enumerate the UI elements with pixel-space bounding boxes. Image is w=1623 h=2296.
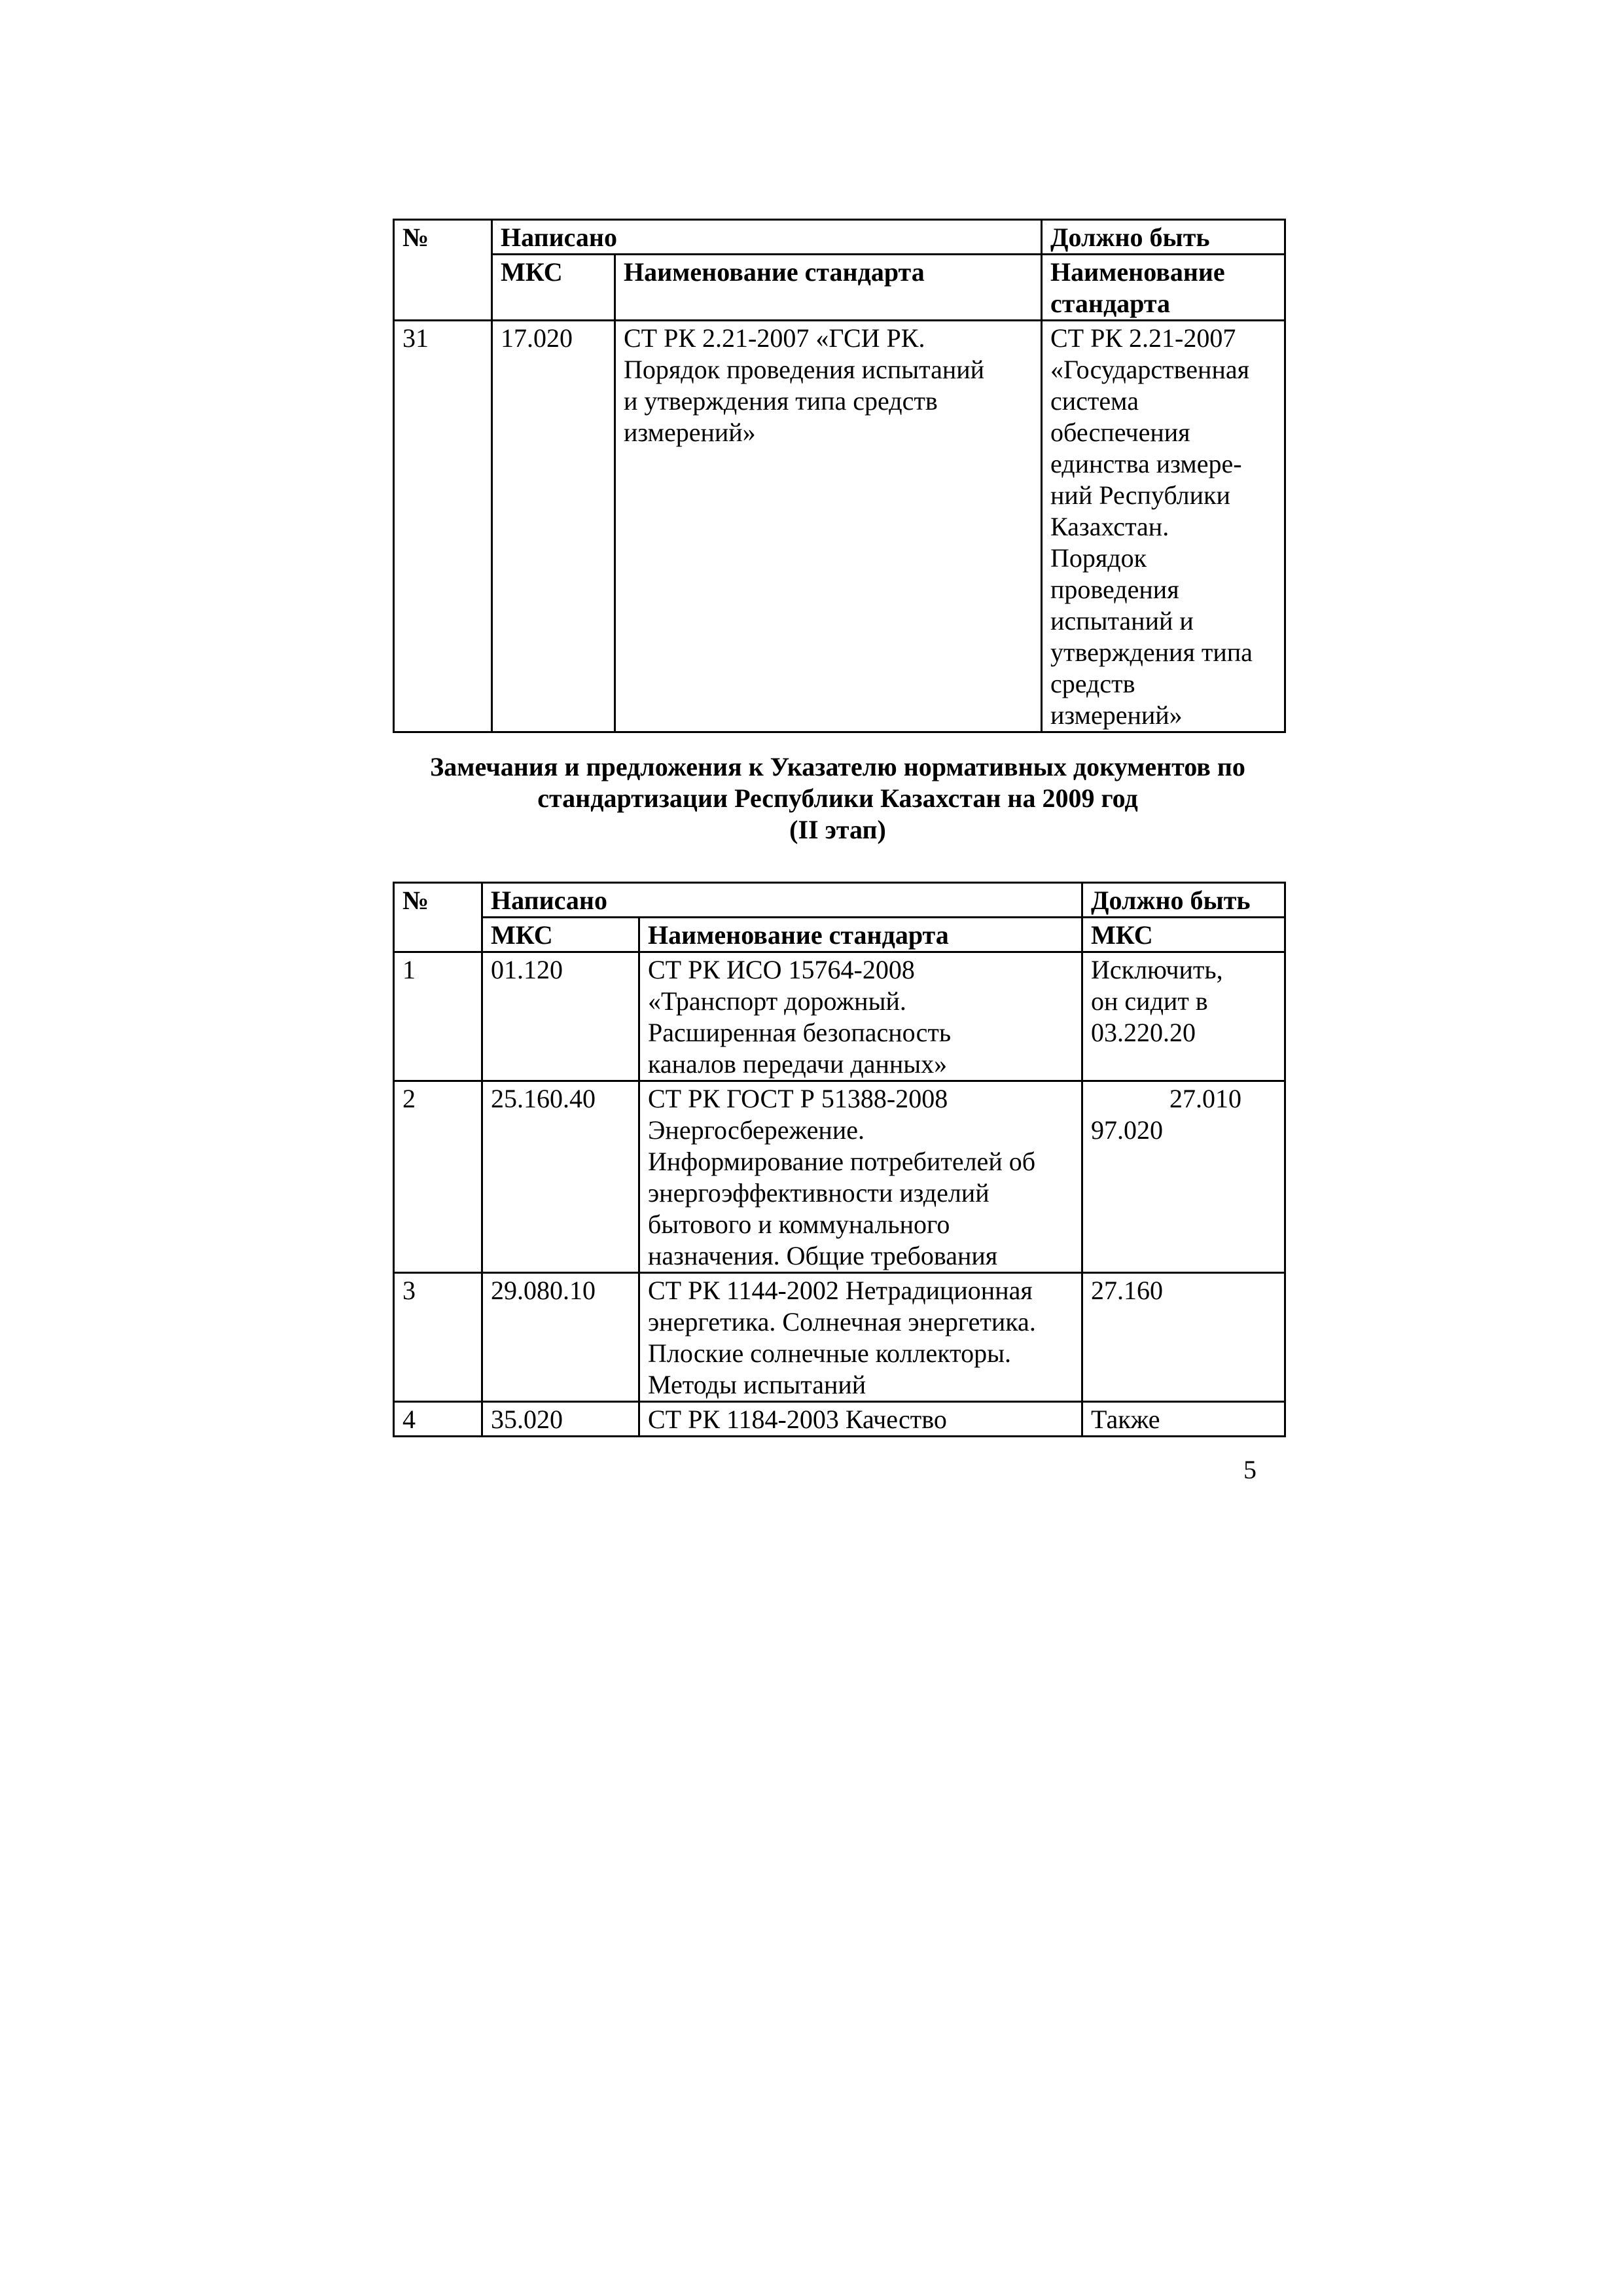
col-header-no: № (394, 220, 492, 321)
cell-name: СТ РК ИСО 15764-2008 «Транспорт дорожный. Расширенная безопасность каналов передачи данных» (639, 952, 1082, 1081)
table-row (394, 1081, 1285, 1273)
page-number: 5 (1243, 1455, 1257, 1484)
cell-should-be: 27.160 (1082, 1273, 1285, 1402)
cell-mks: 25.160.40 (482, 1081, 639, 1273)
col-header-no: № (394, 883, 482, 952)
cell-mks: 17.020 (492, 321, 615, 732)
col-header-name: Наименование стандарта (639, 918, 1082, 952)
table-header-row (394, 220, 1285, 255)
cell-no: 3 (394, 1273, 482, 1402)
cell-no: 2 (394, 1081, 482, 1273)
table-header-row (394, 883, 1285, 918)
cell-should-be: Также (1082, 1402, 1285, 1437)
col-header-should-be: Должно быть (1042, 220, 1285, 255)
col-header-should-be: Должно быть (1082, 883, 1285, 918)
cell-should-be: СТ РК 2.21-2007 «Государственная система обеспечения единства измере- ний Республики Казахстан. Порядок проведения испытаний и утверждения типа средств измерений» (1042, 321, 1285, 732)
cell-name: СТ РК 1184-2003 Качество (639, 1402, 1082, 1437)
cell-should-be: Исключить, он сидит в 03.220.20 (1082, 952, 1285, 1081)
cell-name: СТ РК 2.21-2007 «ГСИ РК. Порядок проведения испытаний и утверждения типа средств измерений» (615, 321, 1042, 732)
cell-name: СТ РК 1144-2002 Нетрадиционная энергетика. Солнечная энергетика. Плоские солнечные коллекторы. Методы испытаний (639, 1273, 1082, 1402)
col-header-should-name: Наименование стандарта (1042, 255, 1285, 321)
corrections-table-2 (393, 882, 1286, 1437)
cell-mks: 29.080.10 (482, 1273, 639, 1402)
cell-no: 31 (394, 321, 492, 732)
cell-mks: 01.120 (482, 952, 639, 1081)
table-row (394, 952, 1285, 1081)
cell-should-be: 27.010 97.020 (1082, 1081, 1285, 1273)
col-header-mks: МКС (482, 918, 639, 952)
cell-no: 4 (394, 1402, 482, 1437)
table-row (394, 1273, 1285, 1402)
cell-mks: 35.020 (482, 1402, 639, 1437)
col-header-written: Написано (492, 220, 1042, 255)
cell-no: 1 (394, 952, 482, 1081)
table-row (394, 321, 1285, 732)
table-subheader-row (394, 255, 1285, 321)
col-header-mks: МКС (492, 255, 615, 321)
col-header-name: Наименование стандарта (615, 255, 1042, 321)
table-row (394, 1402, 1285, 1437)
table-subheader-row (394, 918, 1285, 952)
col-header-should-mks: МКС (1082, 918, 1285, 952)
col-header-written: Написано (482, 883, 1082, 918)
corrections-table-1 (393, 219, 1286, 733)
section-title: Замечания и предложения к Указателю нормативных документов по стандартизации Республики Казахстан на 2009 год (II этап) (430, 752, 1245, 844)
cell-name: СТ РК ГОСТ Р 51388-2008 Энергосбережение. Информирование потребителей об энергоэффективности изделий бытового и коммунального назначения. Общие требования (639, 1081, 1082, 1273)
